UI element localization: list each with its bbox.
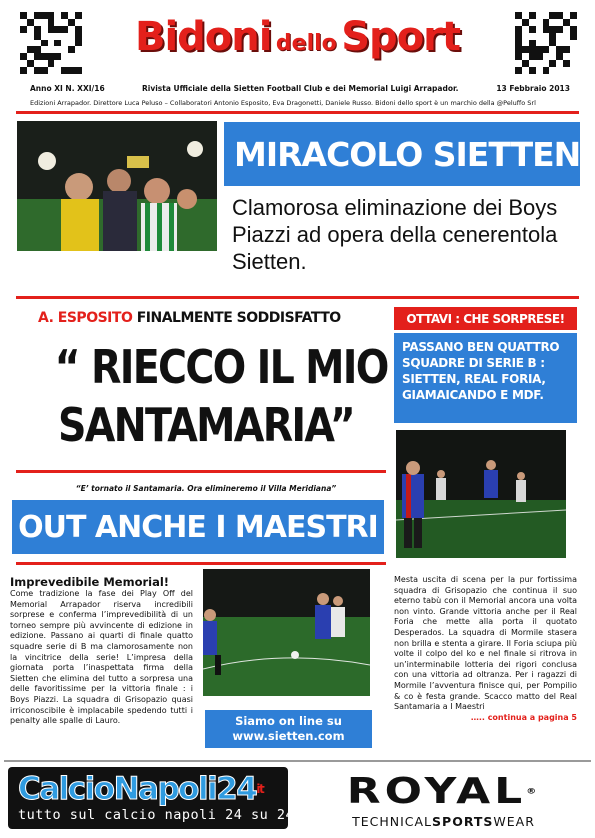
qr-cell (556, 60, 563, 67)
qr-cell (48, 60, 55, 67)
credits: Edizioni Arrapador. Direttore Luca Peluso – Collaboratori Antonio Esposito, Eva Dragonetti, Daniele Russo. Bidoni dello sport è un marchio della @Peluffo Srl (30, 99, 536, 107)
qr-cell (529, 67, 536, 74)
royal-ad[interactable] (306, 770, 581, 828)
masthead-bidoni: Bidoni (134, 14, 272, 60)
qr-cell (48, 67, 55, 74)
royal-name: ROYAL (346, 771, 527, 812)
qr-cell (27, 60, 34, 67)
issue-number: Anno XI N. XXI/16 (30, 84, 105, 93)
qr-cell (61, 67, 68, 74)
calcionapoli-suffix: it (256, 782, 264, 796)
tagline: Rivista Ufficiale della Sietten Football Club e dei Memorial Luigi Arrapador. (142, 84, 459, 93)
qr-cell (27, 67, 34, 74)
kicker-esposito (38, 310, 348, 326)
divider (16, 296, 579, 299)
qr-cell (549, 67, 556, 74)
memorial-text: Come tradizione la fase dei Play Off del Memorial Arrapador riserva incredibili sorprese e conferma l’imprevedibilità di un torneo sempre più avvincente di edizione in edizione. Passano ai quarti di finale quatto squadre serie di B ma clamorosamente non la vincitrice della serie! L’impresa della giornata porta l’inaspettata firma della Sietten che elimina del tutto a sorpresa una delle favoritissime per la vittoria finale : i Boys Piazzi. La squadra di Grisopazio quasi irriconoscibile è implacabile spedendo tutti i penalty alle spalle di Lauro. (10, 589, 193, 726)
qr-cell (68, 67, 75, 74)
qr-cell (529, 60, 536, 67)
continued-link[interactable]: ….. continua a pagina 5 (470, 712, 577, 722)
qr-cell (20, 60, 27, 67)
calcionapoli-wordmark (18, 771, 278, 807)
kicker-name: A. ESPOSITO (38, 310, 133, 326)
qr-cell (34, 60, 41, 67)
photo-match-night (396, 430, 566, 558)
kicker-text: FINALMENTE SODDISFATTO (132, 310, 341, 326)
action-image (203, 569, 370, 696)
qr-cell (570, 60, 577, 67)
divider (16, 562, 386, 565)
royal-wordmark (306, 771, 581, 812)
qr-cell (543, 60, 550, 67)
royal-registered-mark: ® (526, 787, 541, 796)
memorial-column (10, 575, 193, 727)
headline-maestri: OUT ANCHE I MAESTRI (12, 500, 384, 554)
right-column-text: Mesta uscita di scena per la pur fortissima squadra di Grisopazio che continua il suo eterno tabù con il Memorial ancora una volta non vinto. Grande vittoria anche per il Real Foria che mette alla porta il quotato Desperados. La squadra di Mormile stasera non brilla e stenta a girare. Il Foria sciupa più volte il colpo del ko e nel finale si ritrova in un’interminabile lotteria dei rigori conclusa con una vittoria ad oltranza. Per i ragazzi di Mormile l’avventura finisce qui, per Pompilio & co è festa grande. Scacco matto del Real Santamaria a I Maestri (394, 575, 577, 712)
qr-cell (549, 60, 556, 67)
masthead-dello: dello (275, 31, 337, 56)
divider (4, 760, 591, 762)
calcionapoli-name: CalcioNapoli24 (18, 771, 257, 807)
masthead-title (0, 14, 595, 60)
calcionapoli-tagline: tutto sul calcio napoli 24 su 24 (18, 807, 295, 823)
qr-cell (543, 67, 550, 74)
qr-cell (515, 67, 522, 74)
quote-caption: “E’ tornato il Santamaria. Ora elimineremo il Villa Meridiana” (75, 484, 337, 493)
memorial-title: Imprevedibile Memorial! (10, 575, 170, 589)
headline-miracolo: MIRACOLO SIETTEN (224, 122, 580, 186)
qr-cell (75, 67, 82, 74)
celebration-image (17, 121, 217, 251)
online-line-1: Siamo on line su (235, 714, 342, 728)
issue-date: 13 Febbraio 2013 (496, 84, 570, 93)
qr-cell (75, 60, 82, 67)
qr-cell (570, 67, 577, 74)
qr-cell (515, 60, 522, 67)
website-link[interactable]: www.sietten.com (232, 729, 345, 743)
right-column (394, 575, 577, 722)
royal-tag-wear: WEAR (493, 814, 535, 829)
match-image (396, 430, 566, 558)
qr-cell (556, 67, 563, 74)
divider (16, 111, 579, 114)
qr-cell (563, 67, 570, 74)
photo-celebration (17, 121, 217, 251)
qr-cell (61, 60, 68, 67)
qr-cell (563, 60, 570, 67)
quote-line-2: SANTAMARIA” (57, 398, 354, 452)
ottavi-label: OTTAVI : CHE SORPRESE! (394, 307, 577, 330)
qr-cell (41, 67, 48, 74)
royal-tagline (306, 814, 581, 829)
ottavi-text: PASSANO BEN QUATTRO SQUADRE DI SERIE B : SIETTEN, REAL FORIA, GIAMAICANDO E MDF. (394, 333, 577, 423)
qr-cell (68, 60, 75, 67)
calcionapoli-ad[interactable] (8, 767, 295, 829)
qr-cell (536, 67, 543, 74)
masthead-sport: Sport (341, 14, 461, 60)
quote-headline (54, 338, 388, 454)
online-box (205, 710, 372, 748)
quote-line-1: “ RIECCO IL MIO (54, 340, 388, 394)
royal-tag-technical: TECHNICAL (352, 814, 433, 829)
qr-cell (20, 67, 27, 74)
qr-cell (536, 60, 543, 67)
royal-tag-sports: SPORTS (432, 814, 494, 829)
qr-cell (54, 60, 61, 67)
qr-cell (522, 67, 529, 74)
qr-cell (41, 60, 48, 67)
subheadline-miracolo: Clamorosa eliminazione dei Boys Piazzi ad opera della cenerentola Sietten. (232, 195, 558, 274)
photo-match-action (203, 569, 370, 696)
qr-cell (34, 67, 41, 74)
divider (16, 470, 386, 473)
qr-cell (54, 67, 61, 74)
qr-cell (522, 60, 529, 67)
